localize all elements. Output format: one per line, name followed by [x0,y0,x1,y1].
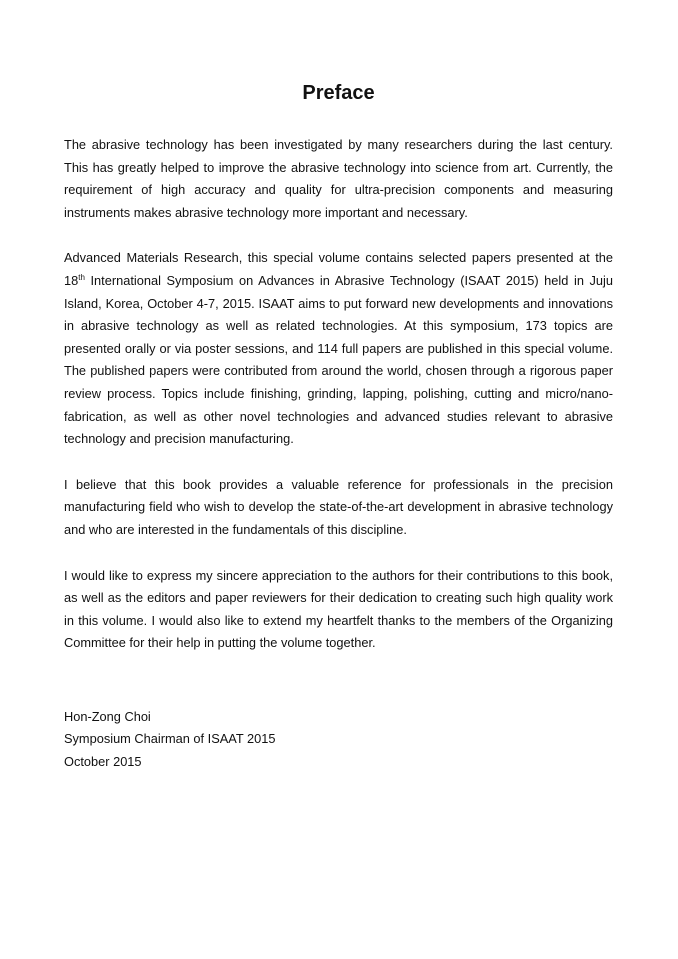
signature-date: October 2015 [64,754,142,770]
paragraph-symposium-rest: International Symposium on Advances in Abrasive Technology (ISAAT 2015) held in Juju Island, Korea, October 4-7, 2015. ISAAT aims to put forward new developments and innovations in abrasive technology as well as related technologies. At this symposium, 173 topics are presented orally or via poster sessions, and 114 full papers are published in this special volume. The published papers were contributed from around the world, chosen through a rigorous paper review process. Topics include finishing, grinding, lapping, polishing, cutting and micro/nano-fabrication, as well as other novel technologies and advanced studies relevant to abrasive technology and precision manufacturing. [64,272,613,447]
paragraph-book-value: I believe that this book provides a valuable reference for professionals in the precision manufacturing field who wish to develop the state-of-the-art development in abrasive technology and who are interested in the fundamentals of this discipline. [64,476,613,537]
paragraph-symposium [64,247,613,450]
signature-role: Symposium Chairman of ISAAT 2015 [64,731,276,747]
ordinal-suffix: th [78,272,85,282]
signature-name: Hon-Zong Choi [64,708,151,724]
page-title: Preface [302,82,375,104]
signature-block [64,706,613,774]
paragraph-introduction: The abrasive technology has been investigated by many researchers during the last century. This has greatly helped to improve the abrasive technology into science from art. Currently, the requirement of high accuracy and quality for ultra-precision components and measuring instruments makes abrasive technology more important and necessary. [64,137,613,220]
ordinal-number: 18 [64,272,79,288]
paragraph-symposium-lead: Advanced Materials Research, this special volume contains selected papers presented at the [64,250,613,266]
paragraph-acknowledgements: I would like to express my sincere appreciation to the authors for their contributions to this book, as well as the editors and paper reviewers for their dedication to creating such high quality work in this volume. I would also like to extend my heartfelt thanks to the members of the Organizing Committee for their help in putting the volume together. [64,567,613,651]
